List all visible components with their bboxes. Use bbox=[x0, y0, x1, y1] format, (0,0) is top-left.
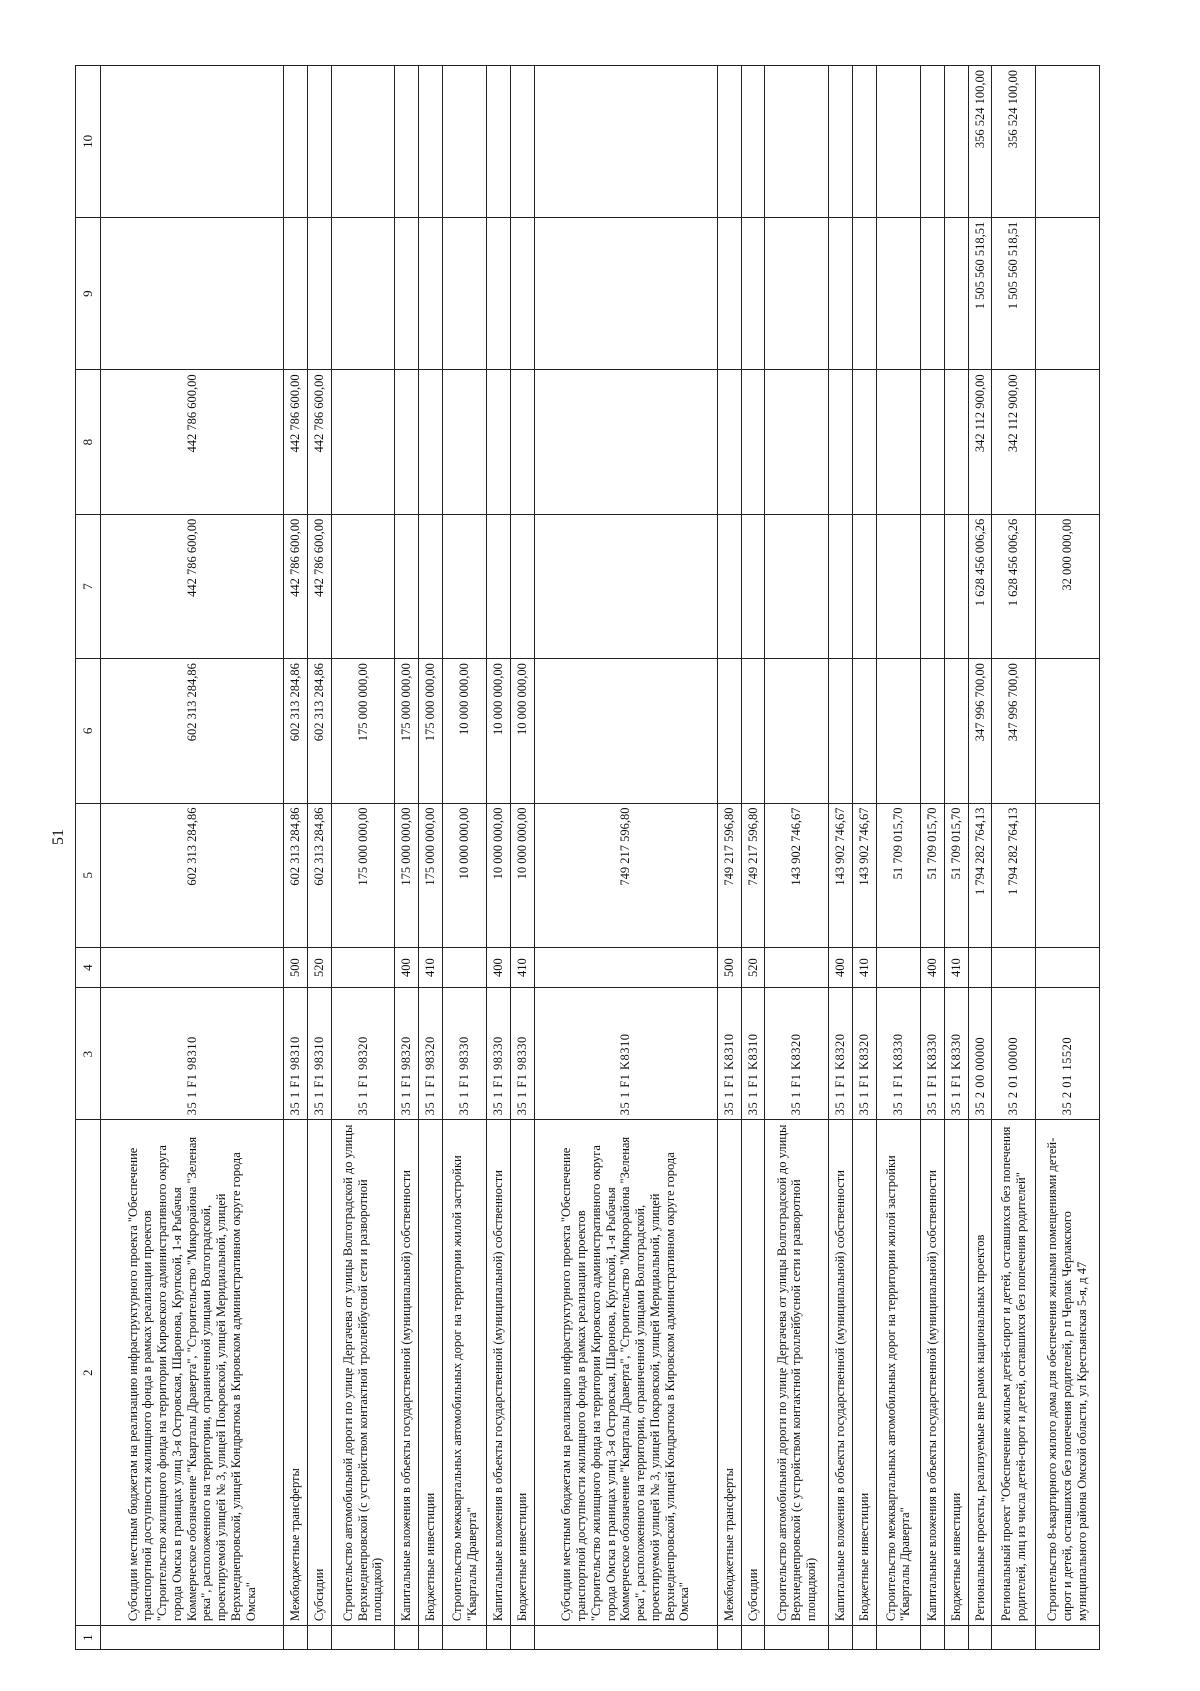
column-number-4: 4 bbox=[76, 947, 101, 988]
table-row bbox=[853, 66, 877, 1650]
row-type-cell: 410 bbox=[853, 947, 877, 988]
row-value-5-cell: 10 000 000,00 bbox=[486, 803, 510, 947]
row-value-8-cell bbox=[876, 370, 920, 514]
row-value-5-cell: 143 902 746,67 bbox=[853, 803, 877, 947]
row-type-cell: 400 bbox=[395, 947, 419, 988]
row-value-8-cell bbox=[717, 370, 741, 514]
row-spacer-cell bbox=[395, 1626, 419, 1650]
row-name-cell: Строительство автомобильной дороги по улице Дергачева от улицы Волгоградской до улицы Верхнеднепровской (с устройством контактной троллейбусной сети и разворотной площадкой) bbox=[331, 1120, 395, 1626]
row-value-5-cell: 1 794 282 764,13 bbox=[968, 803, 992, 947]
row-code-cell: 35 1 F1 98310 bbox=[283, 988, 307, 1120]
row-value-9-cell bbox=[486, 217, 510, 370]
row-value-6-cell: 602 313 284,86 bbox=[307, 659, 331, 803]
row-value-6-cell: 10 000 000,00 bbox=[486, 659, 510, 803]
row-spacer-cell bbox=[920, 1626, 944, 1650]
row-value-5-cell: 749 217 596,80 bbox=[717, 803, 741, 947]
row-value-9-cell bbox=[443, 217, 487, 370]
row-value-9-cell bbox=[307, 217, 331, 370]
row-value-6-cell: 175 000 000,00 bbox=[331, 659, 395, 803]
row-value-9-cell bbox=[510, 217, 534, 370]
row-value-5-cell: 143 902 746,67 bbox=[765, 803, 829, 947]
row-value-5-cell: 175 000 000,00 bbox=[395, 803, 419, 947]
row-value-6-cell bbox=[765, 659, 829, 803]
row-value-9-cell bbox=[419, 217, 443, 370]
row-value-5-cell: 10 000 000,00 bbox=[510, 803, 534, 947]
row-value-5-cell: 175 000 000,00 bbox=[419, 803, 443, 947]
row-value-6-cell bbox=[741, 659, 765, 803]
row-value-7-cell: 32 000 000,00 bbox=[1036, 514, 1100, 658]
row-value-8-cell bbox=[920, 370, 944, 514]
row-value-7-cell bbox=[876, 514, 920, 658]
row-spacer-cell bbox=[419, 1626, 443, 1650]
row-value-6-cell bbox=[1036, 659, 1100, 803]
row-spacer-cell bbox=[876, 1626, 920, 1650]
table-row bbox=[829, 66, 853, 1650]
column-number-7: 7 bbox=[76, 514, 101, 658]
table-row bbox=[968, 66, 992, 1650]
row-value-5-cell bbox=[1036, 803, 1100, 947]
row-name-cell: Капитальные вложения в объекты государственной (муниципальной) собственности bbox=[395, 1120, 419, 1626]
table-row bbox=[395, 66, 419, 1650]
row-value-5-cell: 602 313 284,86 bbox=[283, 803, 307, 947]
row-value-8-cell bbox=[419, 370, 443, 514]
row-value-7-cell bbox=[717, 514, 741, 658]
table-row bbox=[920, 66, 944, 1650]
row-value-6-cell bbox=[534, 659, 717, 803]
row-spacer-cell bbox=[829, 1626, 853, 1650]
row-value-10-cell bbox=[283, 66, 307, 218]
row-code-cell: 35 2 01 00000 bbox=[992, 988, 1036, 1120]
rotated-table-wrapper bbox=[75, 65, 1100, 1650]
row-value-6-cell bbox=[717, 659, 741, 803]
row-value-8-cell bbox=[765, 370, 829, 514]
row-code-cell: 35 1 F1 K8330 bbox=[876, 988, 920, 1120]
column-number-6: 6 bbox=[76, 659, 101, 803]
row-value-10-cell bbox=[717, 66, 741, 218]
row-name-cell: Бюджетные инвестиции bbox=[853, 1120, 877, 1626]
row-value-7-cell bbox=[486, 514, 510, 658]
row-type-cell bbox=[331, 947, 395, 988]
row-type-cell: 500 bbox=[717, 947, 741, 988]
budget-table-body bbox=[76, 66, 1100, 1650]
row-code-cell: 35 1 F1 98330 bbox=[510, 988, 534, 1120]
row-type-cell: 400 bbox=[920, 947, 944, 988]
row-value-9-cell: 1 505 560 518,51 bbox=[968, 217, 992, 370]
column-number-9: 9 bbox=[76, 217, 101, 370]
row-code-cell: 35 1 F1 K8330 bbox=[944, 988, 968, 1120]
row-code-cell: 35 2 00 00000 bbox=[968, 988, 992, 1120]
row-value-7-cell bbox=[829, 514, 853, 658]
row-value-10-cell bbox=[510, 66, 534, 218]
row-name-cell: Капитальные вложения в объекты государственной (муниципальной) собственности bbox=[829, 1120, 853, 1626]
row-value-7-cell bbox=[443, 514, 487, 658]
row-spacer-cell bbox=[717, 1626, 741, 1650]
row-value-5-cell: 602 313 284,86 bbox=[307, 803, 331, 947]
row-spacer-cell bbox=[307, 1626, 331, 1650]
row-value-6-cell: 175 000 000,00 bbox=[395, 659, 419, 803]
row-value-6-cell: 347 996 700,00 bbox=[992, 659, 1036, 803]
row-value-9-cell bbox=[283, 217, 307, 370]
row-value-6-cell bbox=[944, 659, 968, 803]
row-type-cell bbox=[101, 947, 284, 988]
row-type-cell: 400 bbox=[486, 947, 510, 988]
row-type-cell bbox=[765, 947, 829, 988]
row-value-8-cell bbox=[486, 370, 510, 514]
row-value-8-cell bbox=[944, 370, 968, 514]
row-value-7-cell bbox=[419, 514, 443, 658]
row-name-cell: Региональные проекты, реализуемые вне рамок национальных проектов bbox=[968, 1120, 992, 1626]
row-value-9-cell bbox=[944, 217, 968, 370]
row-value-8-cell bbox=[829, 370, 853, 514]
row-code-cell: 35 1 F1 98330 bbox=[443, 988, 487, 1120]
row-value-9-cell bbox=[101, 217, 284, 370]
table-row bbox=[486, 66, 510, 1650]
row-value-10-cell bbox=[920, 66, 944, 218]
row-code-cell: 35 1 F1 98320 bbox=[395, 988, 419, 1120]
row-value-5-cell: 1 794 282 764,13 bbox=[992, 803, 1036, 947]
row-value-7-cell bbox=[741, 514, 765, 658]
row-value-9-cell bbox=[829, 217, 853, 370]
row-name-cell: Строительство 8-квартирного жилого дома для обеспечения жилыми помещениями детей-сирот и детей, оставшихся без попечения родителей, р п Черлак Черлакского муниципального района Омской области, ул Крестьянская 5-я, д 47 bbox=[1036, 1120, 1100, 1626]
row-value-5-cell: 749 217 596,80 bbox=[534, 803, 717, 947]
row-type-cell: 400 bbox=[829, 947, 853, 988]
row-value-6-cell: 347 996 700,00 bbox=[968, 659, 992, 803]
row-value-6-cell: 10 000 000,00 bbox=[443, 659, 487, 803]
row-value-9-cell bbox=[717, 217, 741, 370]
row-code-cell: 35 1 F1 K8310 bbox=[741, 988, 765, 1120]
column-number-10: 10 bbox=[76, 66, 101, 218]
row-value-8-cell bbox=[395, 370, 419, 514]
column-number-5: 5 bbox=[76, 803, 101, 947]
row-value-8-cell bbox=[510, 370, 534, 514]
row-type-cell bbox=[443, 947, 487, 988]
row-value-8-cell: 442 786 600,00 bbox=[101, 370, 284, 514]
row-value-7-cell bbox=[853, 514, 877, 658]
table-row bbox=[443, 66, 487, 1650]
row-spacer-cell bbox=[101, 1626, 284, 1650]
row-spacer-cell bbox=[510, 1626, 534, 1650]
row-code-cell: 35 1 F1 98330 bbox=[486, 988, 510, 1120]
table-row bbox=[534, 66, 717, 1650]
row-name-cell: Субсидии bbox=[307, 1120, 331, 1626]
row-type-cell: 520 bbox=[741, 947, 765, 988]
column-number-row bbox=[76, 66, 101, 1650]
row-value-5-cell: 143 902 746,67 bbox=[829, 803, 853, 947]
table-row bbox=[307, 66, 331, 1650]
row-value-8-cell bbox=[443, 370, 487, 514]
row-value-9-cell bbox=[765, 217, 829, 370]
row-value-5-cell: 51 709 015,70 bbox=[876, 803, 920, 947]
row-type-cell bbox=[876, 947, 920, 988]
row-name-cell: Бюджетные инвестиции bbox=[510, 1120, 534, 1626]
row-value-5-cell: 175 000 000,00 bbox=[331, 803, 395, 947]
row-value-6-cell bbox=[876, 659, 920, 803]
row-value-10-cell bbox=[765, 66, 829, 218]
column-number-1: 1 bbox=[76, 1626, 101, 1650]
row-value-9-cell bbox=[534, 217, 717, 370]
row-value-6-cell: 175 000 000,00 bbox=[419, 659, 443, 803]
row-value-8-cell bbox=[1036, 370, 1100, 514]
row-value-7-cell bbox=[534, 514, 717, 658]
row-value-6-cell: 602 313 284,86 bbox=[283, 659, 307, 803]
row-value-9-cell bbox=[920, 217, 944, 370]
row-value-10-cell bbox=[534, 66, 717, 218]
row-value-10-cell bbox=[307, 66, 331, 218]
row-value-8-cell: 342 112 900,00 bbox=[968, 370, 992, 514]
row-value-5-cell: 749 217 596,80 bbox=[741, 803, 765, 947]
row-value-7-cell: 1 628 456 006,26 bbox=[992, 514, 1036, 658]
row-code-cell: 35 1 F1 K8320 bbox=[853, 988, 877, 1120]
row-value-10-cell: 356 524 100,00 bbox=[992, 66, 1036, 218]
row-value-8-cell: 442 786 600,00 bbox=[307, 370, 331, 514]
row-value-7-cell: 442 786 600,00 bbox=[283, 514, 307, 658]
column-number-2: 2 bbox=[76, 1120, 101, 1626]
row-spacer-cell bbox=[741, 1626, 765, 1650]
row-spacer-cell bbox=[486, 1626, 510, 1650]
row-value-10-cell: 356 524 100,00 bbox=[968, 66, 992, 218]
row-value-10-cell bbox=[419, 66, 443, 218]
table-row bbox=[510, 66, 534, 1650]
row-value-7-cell bbox=[920, 514, 944, 658]
row-value-10-cell bbox=[1036, 66, 1100, 218]
row-name-cell: Межбюджетные трансферты bbox=[283, 1120, 307, 1626]
row-value-6-cell: 602 313 284,86 bbox=[101, 659, 284, 803]
row-code-cell: 35 1 F1 K8330 bbox=[920, 988, 944, 1120]
budget-table bbox=[75, 65, 1100, 1650]
page-number: 51 bbox=[50, 829, 67, 845]
row-value-6-cell bbox=[920, 659, 944, 803]
row-spacer-cell bbox=[534, 1626, 717, 1650]
row-value-7-cell: 442 786 600,00 bbox=[307, 514, 331, 658]
row-value-10-cell bbox=[829, 66, 853, 218]
row-name-cell: Бюджетные инвестиции bbox=[419, 1120, 443, 1626]
row-type-cell bbox=[968, 947, 992, 988]
row-value-10-cell bbox=[443, 66, 487, 218]
table-row bbox=[992, 66, 1036, 1650]
row-value-8-cell bbox=[534, 370, 717, 514]
row-value-7-cell: 442 786 600,00 bbox=[101, 514, 284, 658]
row-value-7-cell bbox=[395, 514, 419, 658]
row-name-cell: Строительство межквартальных автомобильных дорог на территории жилой застройки "Кварталы Драверта" bbox=[443, 1120, 487, 1626]
row-name-cell: Субсидии местным бюджетам на реализацию инфраструктурного проекта "Обеспечение транспортной доступности жилищного фонда в рамках реализации проектов "Строительство жилищного фонда на территории Кировского административного округа города Омска в границах улиц 3-я Островская, Шаронова, Крупской, 1-я Рыбачья Коммерческое обозначение "Кварталы Драверта", "Строительство "Микрорайона "Зеленая река", расположенного на территории, ограниченной улицами Волгоградской, проектируемой улицей № 3, улицей Покровской, улицей Меридиальной, улицей Верхнеднепровской, улицей Кондратюка в Кировском административном округе города Омска" bbox=[101, 1120, 284, 1626]
row-spacer-cell bbox=[853, 1626, 877, 1650]
row-type-cell bbox=[1036, 947, 1100, 988]
row-value-10-cell bbox=[741, 66, 765, 218]
row-value-7-cell bbox=[765, 514, 829, 658]
row-value-5-cell: 10 000 000,00 bbox=[443, 803, 487, 947]
row-value-8-cell: 442 786 600,00 bbox=[283, 370, 307, 514]
row-value-10-cell bbox=[486, 66, 510, 218]
row-value-9-cell bbox=[1036, 217, 1100, 370]
table-row bbox=[331, 66, 395, 1650]
row-value-7-cell bbox=[944, 514, 968, 658]
row-value-6-cell bbox=[829, 659, 853, 803]
row-spacer-cell bbox=[944, 1626, 968, 1650]
row-spacer-cell bbox=[765, 1626, 829, 1650]
table-row bbox=[944, 66, 968, 1650]
row-type-cell bbox=[992, 947, 1036, 988]
row-spacer-cell bbox=[331, 1626, 395, 1650]
row-value-10-cell bbox=[331, 66, 395, 218]
row-value-9-cell: 1 505 560 518,51 bbox=[992, 217, 1036, 370]
row-value-10-cell bbox=[876, 66, 920, 218]
row-code-cell: 35 1 F1 98310 bbox=[307, 988, 331, 1120]
row-spacer-cell bbox=[992, 1626, 1036, 1650]
row-value-7-cell: 1 628 456 006,26 bbox=[968, 514, 992, 658]
row-code-cell: 35 1 F1 98320 bbox=[419, 988, 443, 1120]
table-row bbox=[765, 66, 829, 1650]
row-value-5-cell: 602 313 284,86 bbox=[101, 803, 284, 947]
row-value-9-cell bbox=[853, 217, 877, 370]
row-value-9-cell bbox=[331, 217, 395, 370]
row-value-8-cell bbox=[741, 370, 765, 514]
column-number-8: 8 bbox=[76, 370, 101, 514]
row-value-5-cell: 51 709 015,70 bbox=[920, 803, 944, 947]
row-name-cell: Региональный проект "Обеспечение жильем детей-сирот и детей, оставшихся без попечения родителей, лиц из числа детей-сирот и детей, оставшихся без попечения родителей" bbox=[992, 1120, 1036, 1626]
row-code-cell: 35 1 F1 98320 bbox=[331, 988, 395, 1120]
row-value-10-cell bbox=[395, 66, 419, 218]
row-value-8-cell: 342 112 900,00 bbox=[992, 370, 1036, 514]
row-name-cell: Строительство межквартальных автомобильных дорог на территории жилой застройки "Кварталы Драверта" bbox=[876, 1120, 920, 1626]
column-number-3: 3 bbox=[76, 988, 101, 1120]
row-name-cell: Капитальные вложения в объекты государственной (муниципальной) собственности bbox=[920, 1120, 944, 1626]
row-value-8-cell bbox=[331, 370, 395, 514]
row-value-9-cell bbox=[876, 217, 920, 370]
row-name-cell: Капитальные вложения в объекты государственной (муниципальной) собственности bbox=[486, 1120, 510, 1626]
table-row bbox=[1036, 66, 1100, 1650]
row-code-cell: 35 1 F1 K8320 bbox=[829, 988, 853, 1120]
row-value-8-cell bbox=[853, 370, 877, 514]
row-value-9-cell bbox=[395, 217, 419, 370]
row-value-10-cell bbox=[101, 66, 284, 218]
row-code-cell: 35 1 F1 K8310 bbox=[534, 988, 717, 1120]
row-value-9-cell bbox=[741, 217, 765, 370]
row-value-10-cell bbox=[944, 66, 968, 218]
row-name-cell: Строительство автомобильной дороги по улице Дергачева от улицы Волгоградской до улицы Верхнеднепровской (с устройством контактной троллейбусной сети и разворотной площадкой) bbox=[765, 1120, 829, 1626]
table-row bbox=[283, 66, 307, 1650]
row-code-cell: 35 2 01 15520 bbox=[1036, 988, 1100, 1120]
row-value-7-cell bbox=[510, 514, 534, 658]
table-row bbox=[741, 66, 765, 1650]
row-code-cell: 35 1 F1 K8310 bbox=[717, 988, 741, 1120]
row-spacer-cell bbox=[443, 1626, 487, 1650]
table-row bbox=[419, 66, 443, 1650]
table-row bbox=[101, 66, 284, 1650]
row-type-cell: 410 bbox=[944, 947, 968, 988]
table-row bbox=[876, 66, 920, 1650]
row-type-cell: 520 bbox=[307, 947, 331, 988]
row-code-cell: 35 1 F1 98310 bbox=[101, 988, 284, 1120]
row-name-cell: Бюджетные инвестиции bbox=[944, 1120, 968, 1626]
row-name-cell: Субсидии bbox=[741, 1120, 765, 1626]
row-value-10-cell bbox=[853, 66, 877, 218]
row-type-cell: 500 bbox=[283, 947, 307, 988]
row-value-6-cell bbox=[853, 659, 877, 803]
row-value-6-cell: 10 000 000,00 bbox=[510, 659, 534, 803]
row-code-cell: 35 1 F1 K8320 bbox=[765, 988, 829, 1120]
row-name-cell: Межбюджетные трансферты bbox=[717, 1120, 741, 1626]
row-type-cell: 410 bbox=[510, 947, 534, 988]
row-type-cell: 410 bbox=[419, 947, 443, 988]
row-spacer-cell bbox=[283, 1626, 307, 1650]
row-value-5-cell: 51 709 015,70 bbox=[944, 803, 968, 947]
table-row bbox=[717, 66, 741, 1650]
row-type-cell bbox=[534, 947, 717, 988]
row-spacer-cell bbox=[968, 1626, 992, 1650]
row-name-cell: Субсидии местным бюджетам на реализацию инфраструктурного проекта "Обеспечение транспортной доступности жилищного фонда в рамках реализации проектов "Строительство жилищного фонда на территории Кировского административного округа города Омска в границах улиц 3-я Островская, Шаронова, Крупской, 1-я Рыбачья Коммерческое обозначение "Кварталы Драверта", "Строительство "Микрорайона "Зеленая река", расположенного на территории, ограниченной улицами Волгоградской, проектируемой улицей № 3, улицей Покровской, улицей Меридиальной, улицей Верхнеднепровской, улицей Кондратюка в Кировском административном округе города Омска" bbox=[534, 1120, 717, 1626]
row-spacer-cell bbox=[1036, 1626, 1100, 1650]
row-value-7-cell bbox=[331, 514, 395, 658]
